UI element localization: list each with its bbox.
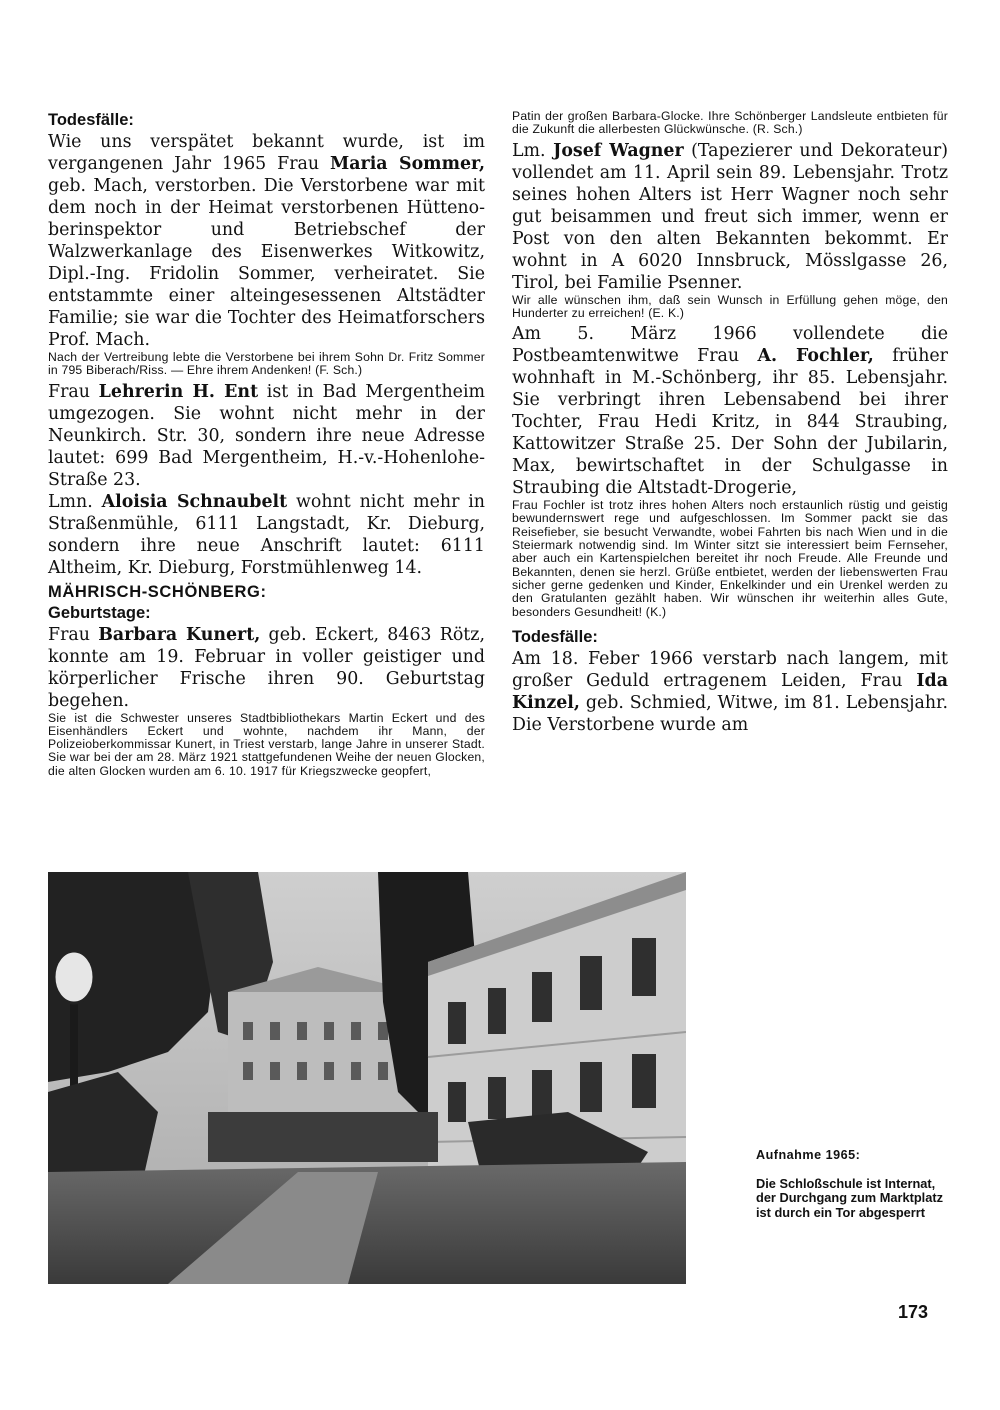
schnaubelt-paragraph (48, 491, 485, 579)
person-name: Ida Kinzel, (512, 670, 948, 713)
person-name: Lehrerin H. Ent (98, 381, 259, 402)
kunert-continuation: Patin der großen Barbara-Glocke. Ihre Schönberger Landsleute entbieten für die Zukunft die allerbesten Glückwünsche. (R. Sch.) (512, 109, 948, 137)
text-run: geb. Schmied, Witwe, im 81. Lebensjahr. Die Verstorbene wurde am (512, 692, 948, 735)
text-run: Am 5. März 1966 vollendete die Postbeamtenwitwe Frau (512, 324, 948, 367)
text-run: Lmn. (48, 491, 102, 512)
deaths-heading-right: Todesfälle: (512, 627, 598, 646)
sommer-paragraph (48, 131, 485, 351)
sommer-note: Nach der Vertreibung lebte die Verstorbene bei ihrem Sohn Dr. Fritz Sommer in 795 Biberach/Riss. — Ehre ihrem Andenken! (F. Sch.) (48, 350, 485, 378)
fochler-note: Frau Fochler ist trotz ihres hohen Alters noch erstaunlich rüstig und geistig bewundernswert rege und aufgeschlossen. Im Sommer packt sie das Reisefieber, sie besucht Verwandte, wobei Fahrten bis nach Wien und in die Steiermark notwendig sind. Im Winter sitzt sie interessiert beim Fernseher, aber auch ein Kartenspielchen bereitet ihr noch Freude. Alle Freunde und Bekannten, denen sie herzl. Grüße entbietet, werden der liebenswerten Frau sicher gerne gedenken und Kinder, Enkelkinder und ein Urenkel werden zu den Gratulanten gezählt haben. Wir wünschen ihr weiterhin alles Gute, besonders Gesundheit! (K.) (512, 498, 948, 619)
deaths-heading: Todesfälle: (48, 111, 134, 129)
kinzel-paragraph (512, 648, 948, 736)
text-run: wohnt nicht mehr in Straßenmühle, 6111 Langstadt, Kr. Dieburg, sondern ihre neue Anschrift lautet: 6111 Altheim, Kr. Dieburg, Forstmühlenweg 14. (48, 491, 485, 578)
person-name: Josef Wagner (553, 140, 684, 161)
page-number: 173 (898, 1302, 929, 1322)
right-column (512, 110, 948, 736)
person-name: A. Fochler, (757, 346, 874, 367)
text-run: Wie uns verspätet bekannt wurde, ist im vergangenen Jahr 1965 Frau (48, 132, 485, 174)
birthdays-heading: Geburtstage: (48, 603, 151, 622)
wagner-note: Wir alle wünschen ihm, daß sein Wunsch in Erfüllung gehen möge, den Hunderter zu erreichen! (E. K.) (512, 292, 948, 320)
person-name: Barbara Kunert, (98, 624, 261, 645)
text-run: Am 18. Feber 1966 verstarb nach langem, mit großer Geduld ertragenem Leiden, Frau (512, 648, 948, 691)
text-run: Frau (48, 381, 99, 402)
photo-caption (756, 1148, 956, 1220)
person-name: Aloisia Schnaubelt (101, 491, 288, 512)
left-column (48, 110, 485, 781)
text-run: Frau (48, 624, 99, 645)
photo-illustration (48, 872, 686, 1284)
caption-heading: Aufnahme 1965: (756, 1148, 861, 1162)
text-run: (Tapezierer und Dekorateur) vollendet am 11. April sein 89. Lebensjahr. Trotz seines hohen Alters ist Herr Wagner noch sehr gut beisammen und freut sich immer, wenn er Post von den alten Bekannten bekommt. Er wohnt in A 6020 Innsbruck, Mösslgasse 26, Tirol, bei Familie Psenner. (512, 140, 948, 293)
region-heading: MÄHRISCH-SCHÖNBERG: (48, 582, 267, 601)
text-run: geb. Mach, verstorben. Die Verstorbene war mit dem noch in der Heimat verstorbenen Hüttenoberinspektor und Betriebschef der Walzwerkanlage des Eisenwerkes Witkowitz, Dipl.-Ing. Fridolin Sommer, verheiratet. Sie entstammte einer alteingesessenen Altstädter Familie; sie war die Tochter des Heimatforschers Prof. Mach. (48, 176, 485, 350)
caption-text: Die Schloßschule ist Internat, der Durchgang zum Marktplatz ist durch ein Tor abgesperrt (756, 1175, 943, 1220)
kunert-note: Sie ist die Schwester unseres Stadtbibliothekars Martin Eckert und des Eisenhändlers Eckert und wohnte, nachdem ihr Mann, der Polizeioberkommissar Kunert, in Triest verstarb, lange Jahre in unserer Stadt. Sie war bei der am 28. März 1921 stattgefundenen Weihe der neuen Glocken, die alten Glocken wurden am 6. 10. 1917 für Kriegszwecke geopfert, (48, 710, 485, 778)
wagner-paragraph (512, 140, 948, 294)
fochler-paragraph (512, 323, 948, 499)
school-building-photo (48, 872, 686, 1284)
text-run: früher wohnhaft in M.-Schönberg, ihr 85. Lebensjahr. Sie verbringt ihren Lebensabend bei ihrer Tochter, Frau Hedi Kritz, in 844 Straubing, Kattowitzer Straße 25. Der Sohn der Jubilarin, Max, bewirtschaftet in der Schulgasse in Straubing die Altstadt-Drogerie, (512, 346, 948, 499)
text-run: ist in Bad Mergentheim umgezogen. Sie wohnt nicht mehr in der Neunkirch. Str. 30, sondern ihre neue Adresse lautet: 699 Bad Mergentheim, H.-v.-Hohenlohe-Straße 23. (48, 381, 485, 490)
person-name: Maria Sommer, (330, 154, 485, 174)
ent-paragraph (48, 381, 485, 491)
text-run: geb. Eckert, 8463 Rötz, konnte am 19. Februar in voller geistiger und körperlicher Frische ihren 90. Geburtstag begehen. (48, 624, 485, 711)
text-run: Lm. (512, 140, 554, 161)
kunert-paragraph (48, 624, 485, 712)
